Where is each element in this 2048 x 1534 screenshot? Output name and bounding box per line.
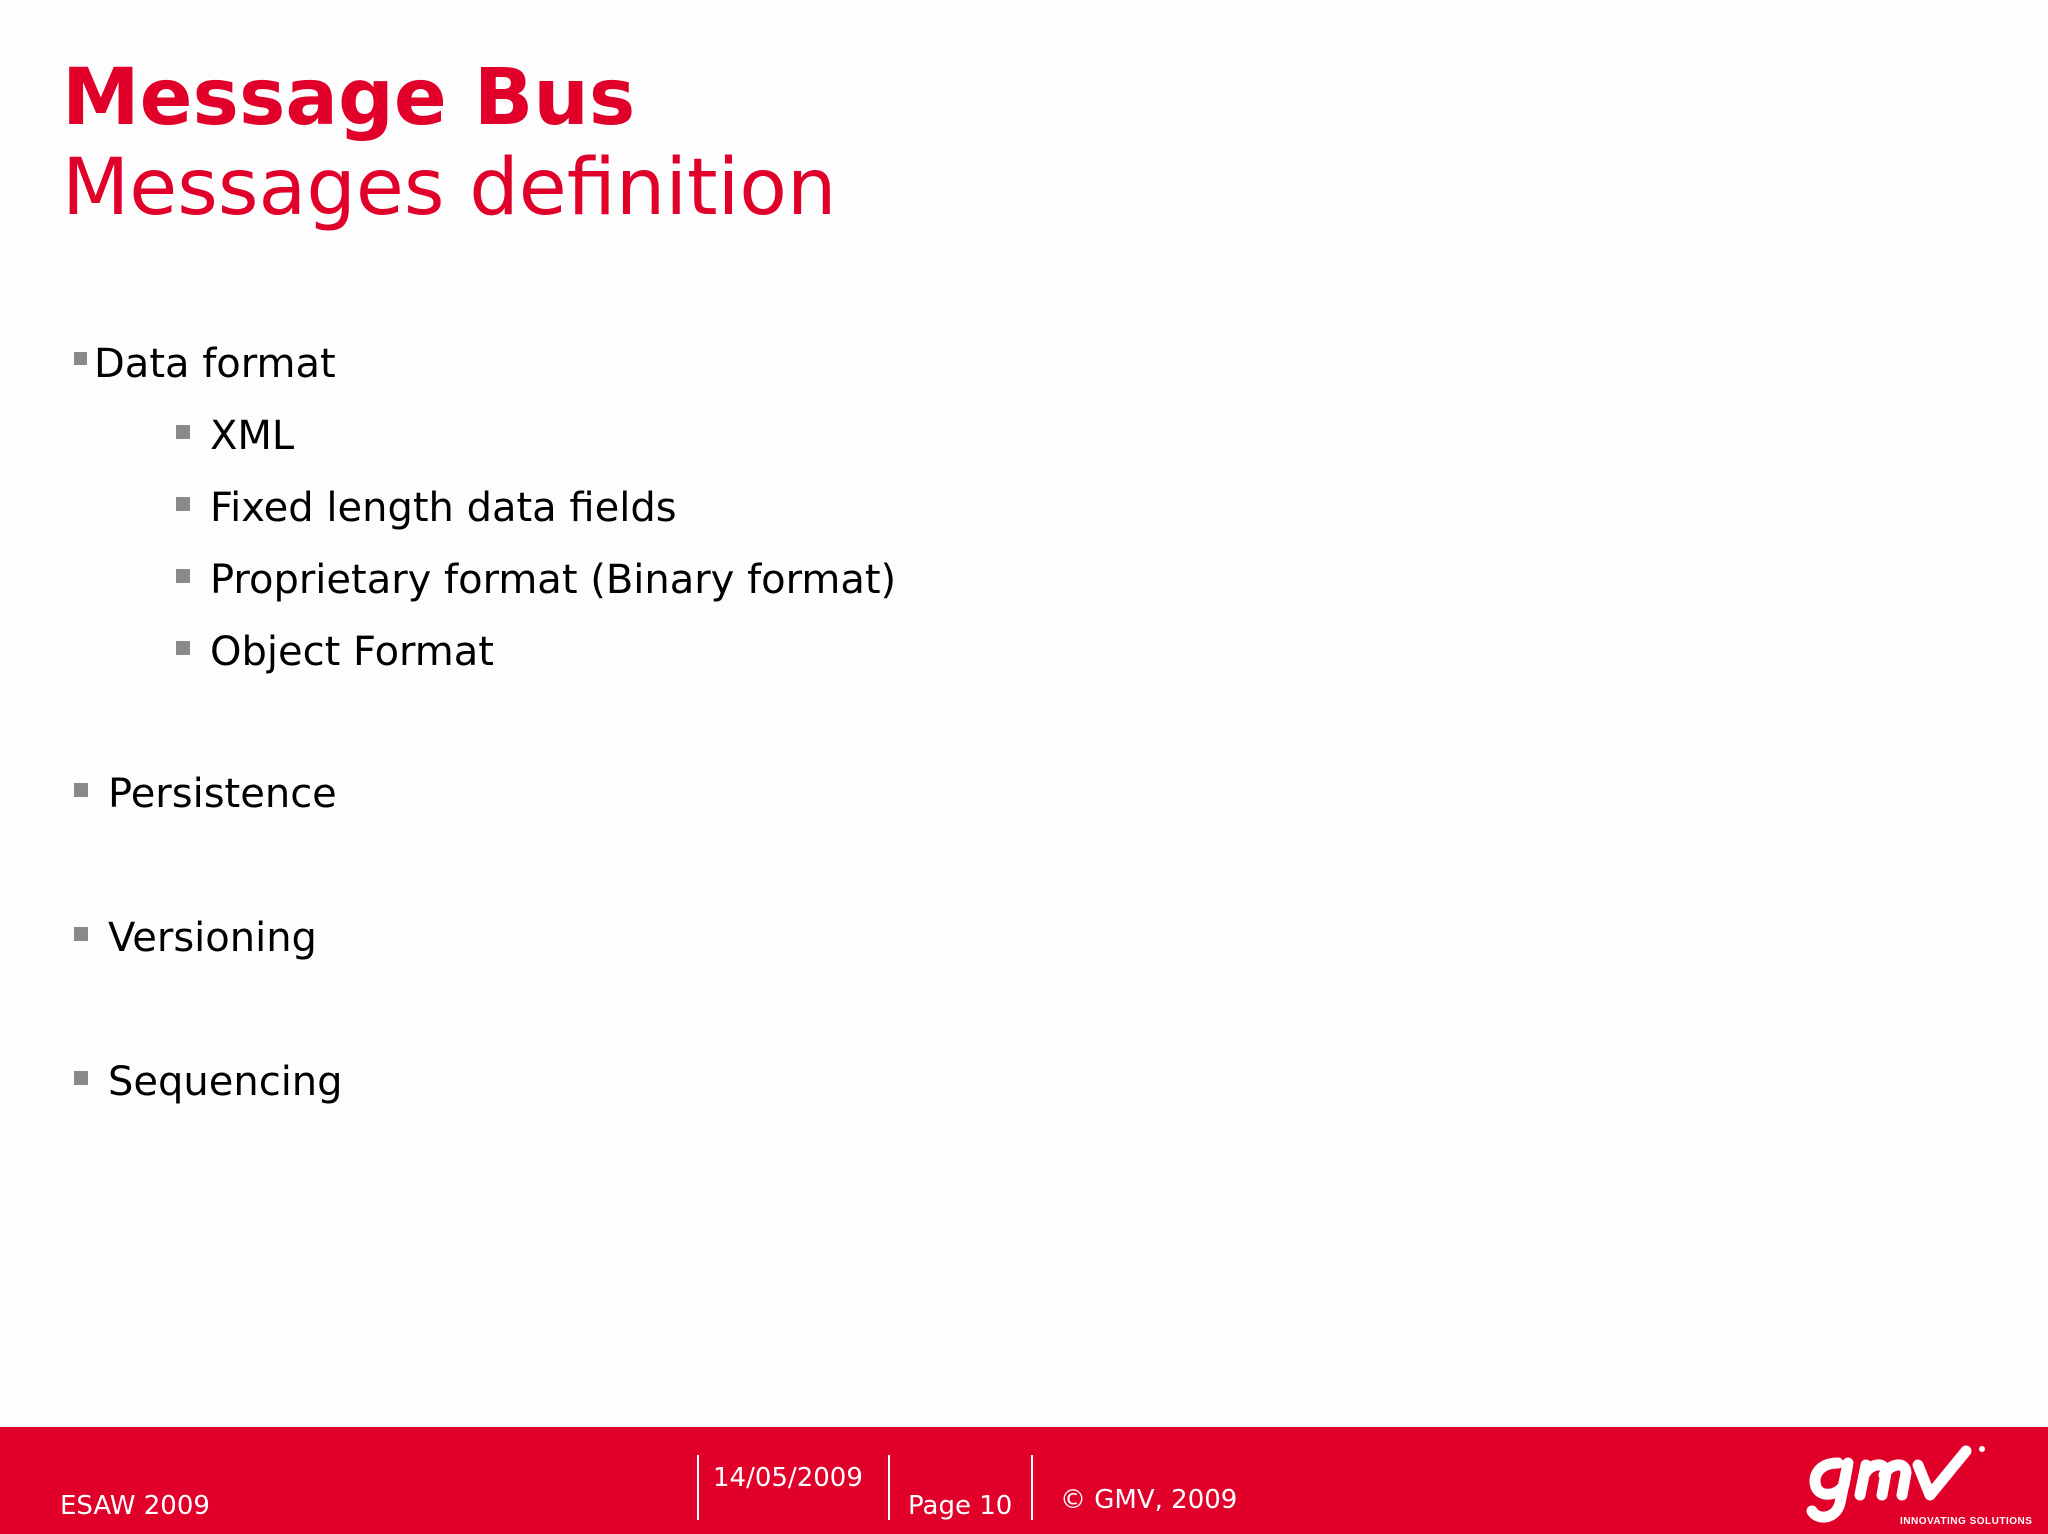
footer-divider — [1031, 1455, 1033, 1520]
bullet-label: Fixed length data fields — [210, 485, 677, 531]
square-bullet-icon — [176, 641, 190, 655]
footer-date: 14/05/2009 — [713, 1463, 863, 1493]
bullet-label: Proprietary format (Binary format) — [210, 557, 897, 603]
square-bullet-icon — [176, 569, 190, 583]
footer-copyright: © GMV, 2009 — [1060, 1485, 1238, 1515]
square-bullet-icon — [74, 352, 87, 365]
slide-subtitle: Messages definition — [62, 143, 837, 233]
footer-divider — [888, 1455, 890, 1520]
bullet-label: Data format — [94, 341, 336, 387]
bullet-label: XML — [210, 413, 295, 459]
bullet-label: Versioning — [108, 915, 317, 961]
slide-footer — [0, 1427, 2048, 1534]
footer-page-number: Page 10 — [908, 1491, 1013, 1521]
square-bullet-icon — [176, 497, 190, 511]
footer-divider — [697, 1455, 699, 1520]
bullet-label: Sequencing — [108, 1059, 343, 1105]
square-bullet-icon — [74, 783, 88, 797]
gmv-logo — [1806, 1437, 2033, 1529]
bullet-label: Object Format — [210, 629, 494, 675]
square-bullet-icon — [74, 927, 88, 941]
square-bullet-icon — [176, 425, 190, 439]
square-bullet-icon — [74, 1071, 88, 1085]
footer-event: ESAW 2009 — [60, 1491, 210, 1521]
bullet-label: Persistence — [108, 771, 337, 817]
slide-title: Message Bus — [62, 53, 636, 143]
logo-tagline: INNOVATING SOLUTIONS — [1900, 1516, 2033, 1527]
